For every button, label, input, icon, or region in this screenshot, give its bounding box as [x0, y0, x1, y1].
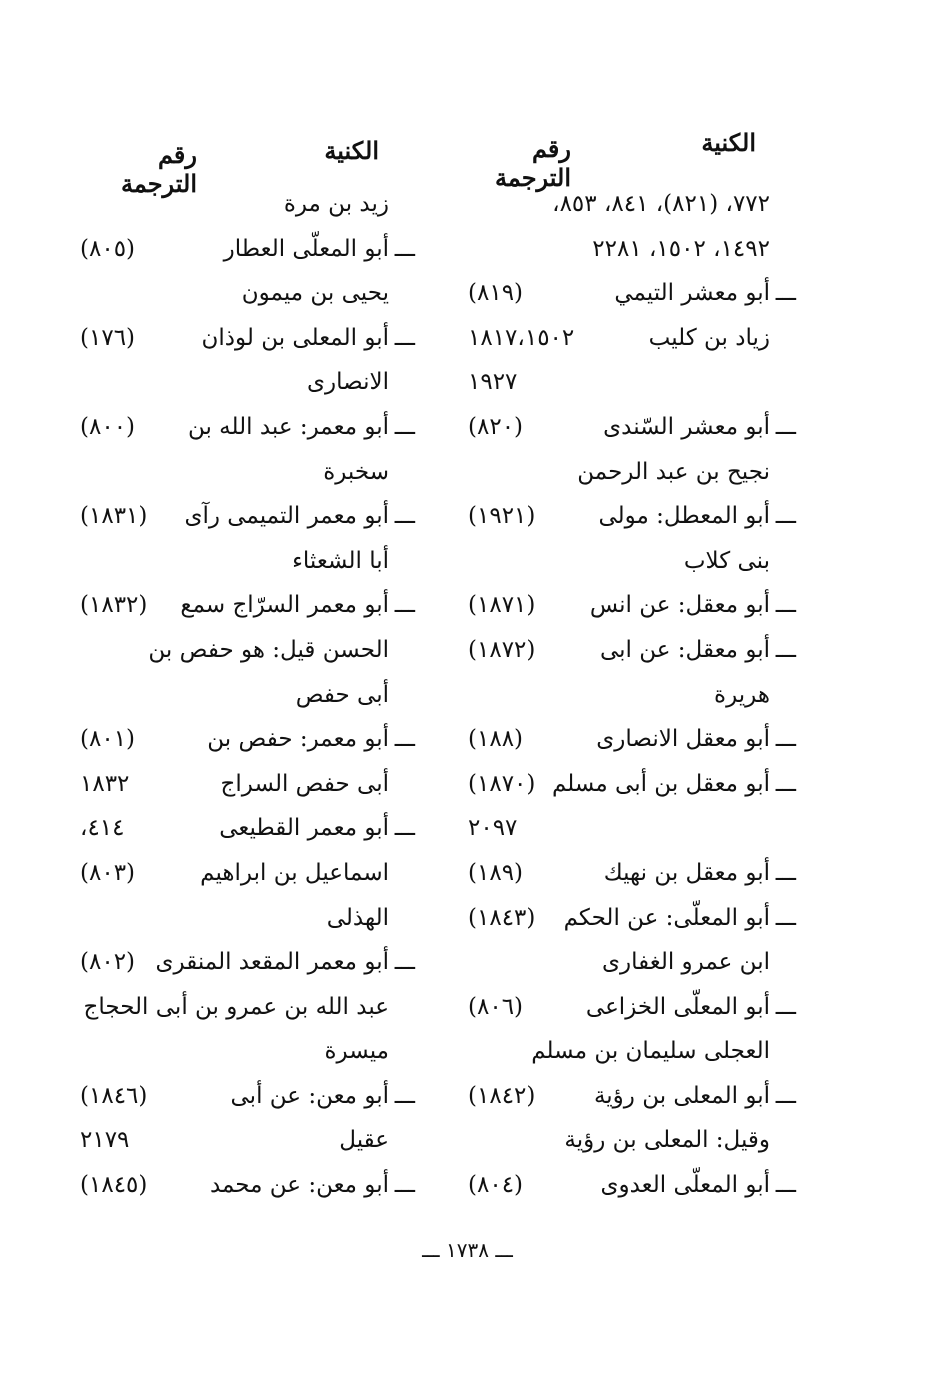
index-entry-line	[80, 494, 415, 539]
entry-kunya-text: هريرة	[714, 681, 770, 708]
index-entry-line	[468, 717, 796, 762]
entry-number: (١٨٤٣)	[468, 904, 536, 931]
index-entry-line	[80, 360, 415, 405]
entry-dash: ـــ	[394, 726, 415, 753]
entry-number: (١٨٤٦)	[80, 1082, 148, 1109]
index-entry-line	[468, 405, 796, 450]
header-kunya: الكنية	[701, 128, 756, 157]
index-entry-line	[80, 896, 415, 941]
entry-kunya-text: أبو معمر: عبد الله بن	[187, 413, 389, 440]
entry-kunya-text: بنى كلاب	[683, 547, 770, 574]
entry-dash: ـــ	[775, 503, 796, 530]
header-entry-number: رقم الترجمة	[494, 134, 571, 192]
entry-kunya-text: أبو معقل بن نهيك	[603, 859, 770, 886]
index-entry-line	[468, 271, 796, 316]
index-entry-line	[80, 673, 415, 718]
index-entry-line	[468, 628, 796, 673]
index-entry-line	[468, 539, 796, 584]
index-entry-line	[80, 717, 415, 762]
index-entry-line	[468, 316, 796, 361]
header-entry-number: رقم الترجمة	[120, 140, 197, 198]
index-entry-line	[468, 673, 796, 718]
entry-dash: ـــ	[394, 1172, 415, 1199]
column-headers	[468, 128, 796, 192]
index-entry-line	[80, 1029, 415, 1074]
entry-kunya-text: أبو معن: عن أبى	[230, 1082, 389, 1109]
index-column-right	[468, 128, 796, 1208]
index-entry-line	[80, 316, 415, 361]
entry-kunya-text: أبو معن: عن محمد	[209, 1172, 389, 1199]
entry-kunya-text: ٧٧٢، (٨٢١)، ٨٤١، ٨٥٣،	[552, 191, 770, 217]
index-entry-line	[80, 182, 415, 227]
entry-number: (١٨٣١)	[80, 503, 148, 530]
entry-list	[468, 182, 796, 1208]
index-entry-line	[80, 1118, 415, 1163]
entry-kunya-text: أبو معشر التيمي	[614, 280, 770, 307]
index-entry-line	[468, 1118, 796, 1163]
index-entry-line	[80, 539, 415, 584]
entry-number: (٨٠٤)	[468, 1172, 524, 1199]
entry-dash: ـــ	[394, 815, 415, 842]
entry-kunya-text: أبو معمر: حفص بن	[207, 726, 389, 753]
index-entry-line	[80, 806, 415, 851]
entry-kunya-text: أبا الشعثاء	[292, 547, 389, 574]
entry-number: (١٨٣٢)	[80, 592, 148, 619]
index-entry-line	[468, 1163, 796, 1208]
index-entry-line	[468, 806, 796, 851]
entry-kunya-text: أبى حفص السراج	[220, 770, 389, 797]
entry-kunya-text: أبى حفص	[295, 681, 389, 708]
entry-number: ١٨٣٢	[80, 770, 130, 797]
index-entry-line	[80, 1163, 415, 1208]
entry-dash: ـــ	[394, 949, 415, 976]
entry-number: (١٨٧٢)	[468, 636, 536, 663]
entry-kunya-text: أبو معمر التميمى رآى	[184, 503, 389, 530]
entry-kunya-text: ابن عمرو الغفارى	[602, 949, 770, 976]
index-entry-line	[468, 360, 796, 405]
entry-dash: ـــ	[394, 592, 415, 619]
entry-kunya-text: أبو معشر السّندى	[603, 413, 770, 440]
entry-kunya-text: أبو معمر السرّاج سمع	[180, 592, 389, 619]
entry-number: (١٨٩)	[468, 859, 524, 886]
index-entry-line	[468, 896, 796, 941]
entry-kunya-text: الانصارى	[307, 369, 389, 396]
index-column-left	[80, 128, 415, 1208]
index-entry-line	[468, 1029, 796, 1074]
entry-kunya-text: أبو معمر القطيعى	[219, 815, 389, 842]
index-entry-line	[468, 1074, 796, 1119]
entry-number: (٨٠٣)	[80, 859, 136, 886]
entry-dash: ـــ	[775, 1082, 796, 1109]
entry-kunya-text: نجيح بن عبد الرحمن	[577, 458, 770, 485]
entry-number: (١٩٢١)	[468, 503, 536, 530]
index-entry-line	[468, 494, 796, 539]
entry-dash: ـــ	[394, 1082, 415, 1109]
index-entry-line	[80, 405, 415, 450]
entry-dash: ـــ	[775, 770, 796, 797]
entry-dash: ـــ	[394, 503, 415, 530]
entry-kunya-text: أبو المعلى بن لوذان	[201, 324, 389, 351]
entry-number: (٨٠٠)	[80, 413, 136, 440]
index-entry-line	[80, 851, 415, 896]
entry-kunya-text: أبو معقل: عن انس	[589, 592, 770, 619]
entry-kunya-text: ميسرة	[324, 1038, 389, 1065]
entry-kunya-text: عبد الله بن عمرو بن أبى الحجاج	[83, 993, 389, 1020]
entry-number: (١٨٤٥)	[80, 1172, 148, 1199]
index-entry-line	[468, 940, 796, 985]
entry-kunya-text: أبو المعلى بن رؤية	[593, 1082, 770, 1109]
entry-number: ٤١٤،	[80, 815, 125, 842]
index-entry-line	[80, 628, 415, 673]
index-entry-line	[468, 985, 796, 1030]
entry-dash: ـــ	[775, 993, 796, 1020]
entry-kunya-text: سخبرة	[323, 458, 389, 485]
index-entry-line	[80, 985, 415, 1030]
index-entry-line	[80, 583, 415, 628]
entry-kunya-text: العجلى سليمان بن مسلم	[531, 1038, 770, 1065]
entry-number: (١٨٤٢)	[468, 1082, 536, 1109]
entry-number: ٢٠٩٧	[468, 815, 518, 842]
entry-number: (٨٠٢)	[80, 949, 136, 976]
entry-kunya-text: الحسن قيل: هو حفص بن	[148, 636, 389, 663]
entry-kunya-text: يحيى بن ميمون	[241, 280, 389, 307]
entry-kunya-text: أبو المعلّى الخزاعى	[585, 993, 770, 1020]
index-entry-line	[80, 271, 415, 316]
entry-number: (١٨٧١)	[468, 592, 536, 619]
entry-dash: ـــ	[775, 636, 796, 663]
entry-dash: ـــ	[775, 1172, 796, 1199]
entry-dash: ـــ	[394, 235, 415, 262]
entry-number: (١٨٧٠)	[468, 770, 536, 797]
entry-dash: ـــ	[775, 280, 796, 307]
entry-number: (٨١٩)	[468, 280, 524, 307]
page-number: ـــ ١٧٣٨ ـــ	[422, 1238, 513, 1262]
entry-kunya-text: أبو المعلّى العدوى	[600, 1172, 770, 1199]
entry-dash: ـــ	[394, 413, 415, 440]
index-entry-line	[468, 182, 796, 227]
index-entry-line	[80, 1074, 415, 1119]
entry-number: (١٨٨)	[468, 726, 524, 753]
entry-kunya-text: أبو المعلّى العطار	[223, 235, 389, 262]
entry-kunya-text: الهذلى	[326, 904, 389, 931]
entry-kunya-text: أبو معقل: عن ابى	[599, 636, 770, 663]
index-entry-line	[80, 227, 415, 272]
entry-kunya-text: أبو معمر المقعد المنقرى	[155, 949, 389, 976]
index-entry-line	[80, 450, 415, 495]
entry-kunya-text: ١٤٩٢، ١٥٠٢، ٢٢٨١	[592, 235, 770, 262]
entry-dash: ـــ	[775, 592, 796, 619]
entry-kunya-text: أبو معقل الانصارى	[596, 726, 770, 753]
index-entry-line	[468, 762, 796, 807]
entry-list	[80, 182, 415, 1208]
entry-number: (٨٠٦)	[468, 993, 524, 1020]
entry-dash: ـــ	[775, 859, 796, 886]
entry-number: ٢١٧٩	[80, 1127, 130, 1154]
entry-number: (٨٢٠)	[468, 413, 524, 440]
entry-dash: ـــ	[775, 726, 796, 753]
entry-number: (١٧٦)	[80, 324, 136, 351]
entry-dash: ـــ	[394, 324, 415, 351]
entry-kunya-text: زياد بن كليب	[648, 324, 770, 351]
entry-number: (٨٠١)	[80, 726, 136, 753]
entry-dash: ـــ	[775, 904, 796, 931]
column-headers	[80, 128, 415, 198]
entry-kunya-text: وقيل: المعلى بن رؤية	[564, 1127, 770, 1154]
index-entry-line	[468, 227, 796, 272]
entry-kunya-text: عقيل	[339, 1127, 389, 1154]
entry-kunya-text: زيد بن مرة	[283, 191, 389, 217]
entry-dash: ـــ	[775, 413, 796, 440]
index-entry-line	[80, 762, 415, 807]
index-entry-line	[468, 583, 796, 628]
entry-kunya-text: أبو معقل بن أبى مسلم	[551, 770, 770, 797]
entry-kunya-text: اسماعيل بن ابراهيم	[200, 859, 389, 886]
entry-number: ١٨١٧،١٥٠٢	[468, 324, 575, 351]
index-entry-line	[468, 851, 796, 896]
index-entry-line	[80, 940, 415, 985]
entry-kunya-text: أبو المعلّى: عن الحكم	[563, 904, 770, 931]
header-kunya: الكنية	[324, 136, 379, 165]
entry-number: (٨٠٥)	[80, 235, 136, 262]
entry-kunya-text: أبو المعطل: مولى	[598, 503, 770, 530]
index-entry-line	[468, 450, 796, 495]
entry-number: ١٩٢٧	[468, 369, 518, 396]
